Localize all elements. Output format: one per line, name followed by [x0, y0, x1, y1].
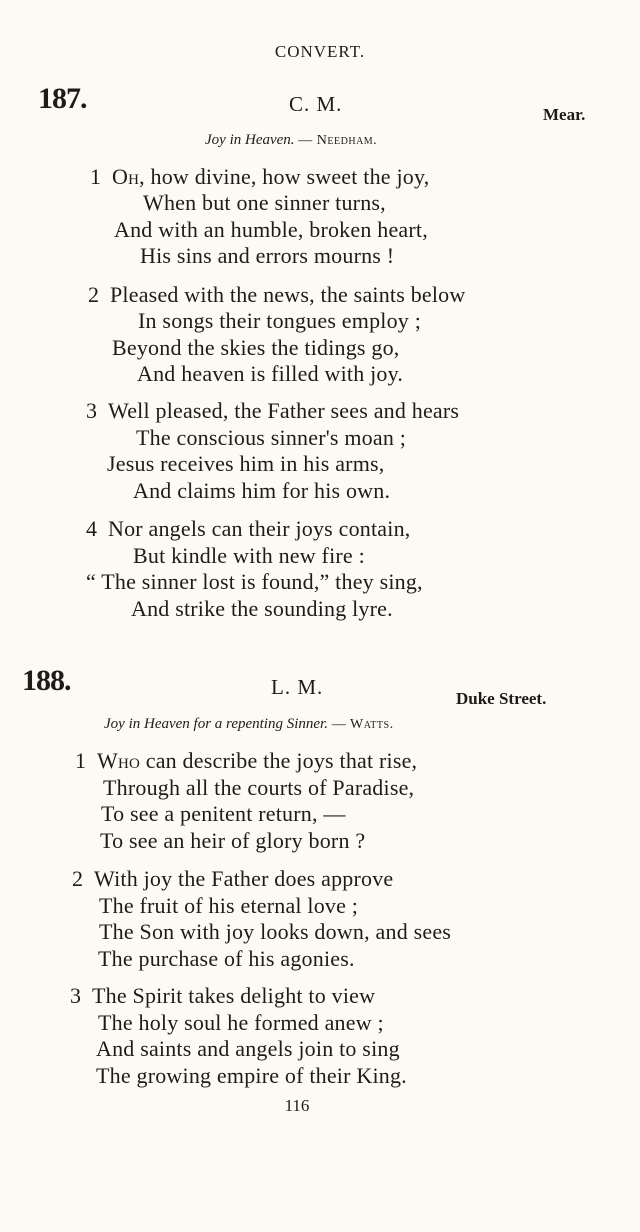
- verse-line: The holy soul he formed anew ;: [98, 1010, 384, 1035]
- hymn-source: [205, 132, 377, 149]
- verse-line: In songs their tongues employ ;: [138, 308, 422, 333]
- verse-line: And strike the sounding lyre.: [131, 596, 393, 621]
- verse-line: 2 Pleased with the news, the saints below: [88, 282, 466, 307]
- verse-line: And with an humble, broken heart,: [114, 217, 428, 242]
- hymn-author: — Needham.: [298, 133, 378, 148]
- verse-line: The purchase of his agonies.: [98, 946, 355, 971]
- verse-line: 1 Oh, how divine, how sweet the joy,: [90, 164, 430, 189]
- verse-line: His sins and errors mourns !: [140, 243, 395, 268]
- verse-line: Beyond the skies the tidings go,: [112, 335, 400, 360]
- verse-line: The growing empire of their King.: [96, 1063, 407, 1088]
- verse-line: When but one sinner turns,: [143, 190, 386, 215]
- verse-line: Through all the courts of Paradise,: [103, 775, 415, 800]
- verse-line: To see an heir of glory born ?: [100, 828, 366, 853]
- verse-number: 3: [86, 398, 98, 423]
- verse-line: And claims him for his own.: [133, 478, 391, 503]
- verse-line: “ The sinner lost is found,” they sing,: [86, 569, 423, 594]
- hymn-author: — Watts.: [331, 717, 394, 732]
- verse-number: 1: [75, 748, 87, 773]
- running-head: CONVERT.: [274, 42, 366, 61]
- verse-line: 4 Nor angels can their joys contain,: [86, 516, 411, 541]
- verse-number: 1: [90, 164, 102, 189]
- verse-number: 3: [70, 983, 82, 1008]
- hymn-number: 187.: [38, 82, 87, 115]
- verse-number: 2: [72, 866, 84, 891]
- verse-line: And saints and angels join to sing: [96, 1036, 400, 1061]
- verse-line: But kindle with new fire :: [133, 543, 365, 568]
- verse-line: To see a penitent return, —: [101, 801, 346, 826]
- page-number: 116: [284, 1096, 310, 1115]
- hymn-meter: L. M.: [271, 675, 324, 699]
- verse-line: Jesus receives him in his arms,: [107, 451, 385, 476]
- verse-line: 3 The Spirit takes delight to view: [70, 983, 376, 1008]
- tune-name: Mear.: [543, 105, 586, 124]
- verse-line: 3 Well pleased, the Father sees and hears: [86, 398, 460, 423]
- hymn-number: 188.: [22, 664, 71, 697]
- verse-line: The Son with joy looks down, and sees: [99, 919, 452, 944]
- tune-name: Duke Street.: [456, 689, 547, 708]
- verse-line: 1 Who can describe the joys that rise,: [75, 748, 418, 773]
- hymn-source: [104, 716, 394, 733]
- verse-line: The conscious sinner's moan ;: [136, 425, 407, 450]
- hymn-meter: C. M.: [289, 92, 343, 116]
- verse-number: 2: [88, 282, 100, 307]
- verse-number: 4: [86, 516, 98, 541]
- verse-line: The fruit of his eternal love ;: [99, 893, 359, 918]
- verse-line: And heaven is filled with joy.: [137, 361, 404, 386]
- hymn-title: Joy in Heaven.: [205, 132, 295, 148]
- verse-line: 2 With joy the Father does approve: [72, 866, 394, 891]
- hymn-title: Joy in Heaven for a repenting Sinner.: [104, 716, 328, 732]
